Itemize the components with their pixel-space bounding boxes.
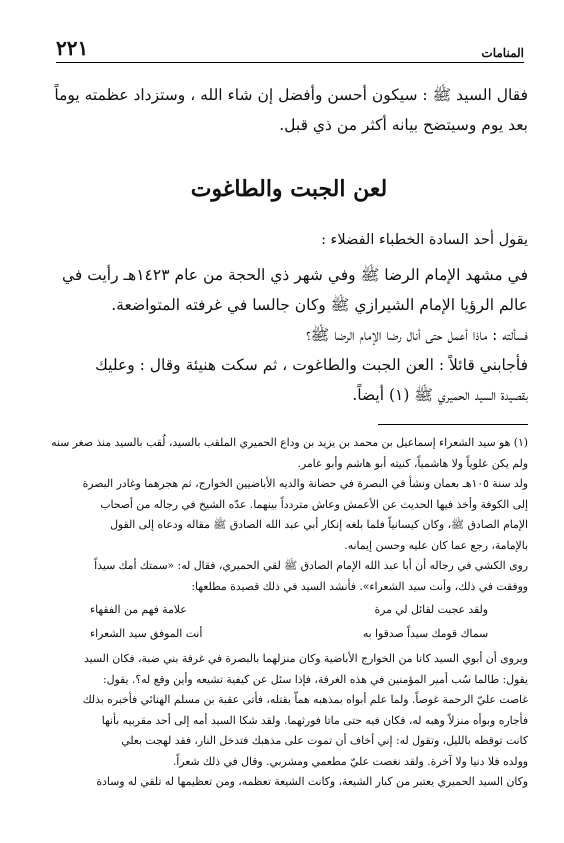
footnote-line: ولم يكن علوياً ولا هاشمياً، كنيته أبو هاشم وأبو عامر.	[297, 456, 528, 470]
paragraph: في مشهد الإمام الرضا ﷺ وفي شهر ذي الحجة من عام ١٤٢٣هـ رأيت في	[62, 266, 528, 284]
verse-second-hemistich: أنت الموفق سيد الشعراء	[90, 627, 203, 640]
footnote-line: فأجاره وبوأه منزلاً وهبه له، فكان فيه حتى ماتا فورثهما. ولقد شكا السيد أمه إلى أحد مقربيه بأنها	[101, 713, 528, 727]
paragraph: فسألته : ماذا أعمل حتى أنال رضا الإمام الرضا ﷺ؟	[306, 326, 528, 344]
section-title: لعن الجبت والطاغوت	[190, 176, 388, 202]
verse-first-hemistich: ولقد عجبت لقائل لي مرة	[374, 603, 488, 616]
footnote-separator	[378, 424, 528, 425]
footnote-line: الإمام الصادق ﷺ، وكان كيسانياً فلما بلغه إنكار أبي عبد الله الصادق ﷺ مقاله ودعاه إلى القول	[110, 518, 528, 531]
verse-second-hemistich: علامة فهم من الفقهاء	[90, 603, 187, 616]
intro-line: فقال السيد ﷺ : سيكون أحسن وأفضل إن شاء الله ، وستزداد عظمته يوماً	[54, 86, 528, 104]
footnote-line: غاصت عليّ الرحمة غوصاً. ولما علم أبواه بمذهبه هماّ بقتله، فأتى عقبة بن مسلم الهنائي فأخبره بذلك	[82, 693, 528, 706]
running-title: المنامات	[481, 46, 524, 60]
page-number: ٢٢١	[56, 36, 89, 60]
footnote-line: ووفقت في ذلك، وأنت سيد الشعراء». فأنشد السيد في ذلك قصيدة مطلعها:	[191, 579, 528, 593]
footnote-line: إلى الكوفة وأخذ فيها الحديث عن الأعمش وعاش متردداً بينهما. عدّه الشيخ في رجاله من أصحاب	[100, 497, 528, 511]
paragraph: فأجابني قائلاً : العن الجبت والطاغوت ، ثم سكت هنيئة وقال : وعليك	[95, 356, 528, 374]
header-rule	[56, 62, 524, 63]
intro-line: بعد يوم وسيتضح بيانه أكثر من ذي قبل.	[279, 116, 528, 134]
main-text	[50, 80, 528, 793]
verse-row	[50, 599, 528, 621]
footnote-line: وولده فلا دنيا ولا آخرة. ولقد نغصت عليّ مطعمي ومشربي. وقال في ذلك شعراً.	[172, 754, 528, 768]
footnote-line: يقول: طالما سُب أمير المؤمنين في هذه الغرفة، فإذا سئل عن كيفية تشيعه وأين وقع له؟. يقول:	[102, 672, 528, 686]
footnote-line: ولد سنة ١٠٥هـ بعمان ونشأ في البصرة في حضانة والديه الأباضيين الخوارج، ثم هجرهما وغادر البصرة	[82, 477, 528, 490]
footnote-line: ويروى أن أبوي السيد كانا من الخوارج الأباضية وكان منزلهما بالبصرة في غرفة بني ضبة، فكان السيد	[83, 652, 528, 665]
footnote-line: (١) هو سيد الشعراء إسماعيل بن محمد بن يزيد بن وداع الحميري الملقب بالسيد، لُقب بالسيد منذ صغر سنه	[51, 436, 528, 449]
footnote-line: وكان السيد الحميري يعتبر من كبار الشيعة، وكانت الشيعة تعظمه، ومن تعظيمها له تلقي له وسادة	[96, 775, 528, 788]
footnote	[50, 433, 528, 793]
paragraph: بقصيدة السيد الحميري ﷺ (١) أيضاً.	[352, 386, 528, 404]
verse-first-hemistich: سماك قومك سيداً صدقوا به	[362, 627, 488, 640]
page-header	[56, 38, 524, 60]
footnote-line: كانت توقظه بالليل، وتقول له: إني أخاف أن تموت على مذهبك فتدخل النار، فقد لهجت بعلي	[121, 734, 528, 747]
poem-verses	[50, 599, 528, 645]
paragraph: يقول أحد السادة الخطباء الفضلاء :	[321, 232, 528, 248]
footnote-line: روى الكشي في رجاله أن أبا عبد الله الإمام الصادق ﷺ لقي الحميري، فقال له: «سمتك أمك سيداً	[94, 559, 528, 572]
paragraph: عالم الرؤيا الإمام الشيرازي ﷺ وكان جالسا في غرفته المتواضعة.	[111, 296, 528, 314]
footnote-line: بالإمامة، رجع عما كان عليه وحسن إيمانه.	[344, 538, 528, 552]
verse-row	[50, 623, 528, 645]
